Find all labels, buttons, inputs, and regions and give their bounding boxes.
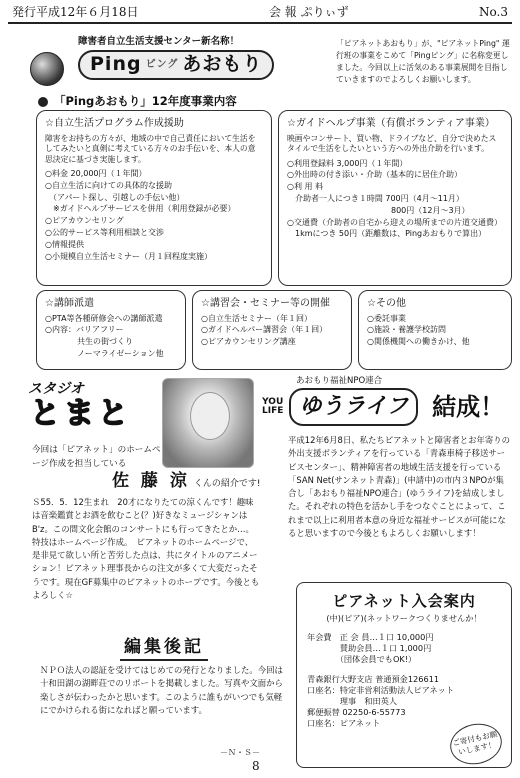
program-item: ○小規模自立生活セミナー（月１回程度実施） (45, 251, 212, 261)
seminar-item: ○ピアカウンセリング講座 (201, 337, 296, 347)
guide-item: ○外出時の付き添い・介助（基本的に居住介助） (287, 170, 462, 180)
yulife-small-bottom: LIFE (262, 405, 284, 416)
program-title: ☆自立生活プログラム作成援助 (45, 118, 184, 129)
dispatch-item: ○PTA等各種研修会への講師派遣 (45, 313, 163, 323)
yulife-body: 平成12年6月8日、私たちピアネットと障害者とお年寄りの外出支援ボランティアを行っている「青森車椅子移送サービスセンター」、精神障害者の地域生活支援を行っている「SAN Net(サンネット青森)」(申請中)の市内３NPOが集合し「あおもり福祉NPO連合」(ゆうライフ)を結成しました。それぞれの特色を活かし手をつなぐことによって、これまで以上に利用者本意の身近な福祉サービスが可能になると思いますので今後ともよろしくお願いします！ (288, 435, 510, 538)
other-item: ○関係機関への働きかけ、他 (367, 337, 470, 347)
other-box (358, 290, 512, 370)
plan-title: 「Pingあおもり」12年度事業内容 (54, 94, 237, 108)
studio-lead: 今回は「ピアネット」のホームページ作成を担当している (32, 445, 161, 469)
editor-sign: －Ｎ・Ｓ－ (220, 748, 260, 757)
masthead (8, 6, 512, 24)
studio-person (112, 470, 260, 493)
yulife-banner (262, 388, 504, 426)
intro-text: 「ピアネットあおもり」が、"ピアネットPing" 運行班の事業をこめて「Pingピング」に名称変更しました。今回以上に活気のある事業展開を目指していきますのでよろしくお願いします。 (336, 39, 510, 85)
membership-fee-line: 年会費 正 会 員…１口 10,000円 (307, 632, 434, 643)
person-name: 佐 藤 涼 (112, 471, 190, 491)
yulife-small-logo (262, 398, 283, 416)
guide-help-box (278, 110, 512, 286)
yulife-org-label: あおもり福祉NPO連合 (296, 376, 383, 386)
plan-heading (38, 94, 237, 110)
membership-fee-line: （団体会員でもOK!） (307, 654, 417, 665)
membership-title: ピアネット入会案内 (332, 592, 476, 610)
program-box (36, 110, 272, 286)
dispatch-item: ノーマライゼーション他 (45, 348, 164, 358)
studio-title: とまと (30, 396, 132, 431)
guide-desc: 映画やコンサート、買い物、ドライブなど、自分で決めたスタイルで生活をしたいという方への外出介助を行います。 (287, 133, 497, 154)
bank-line: 郵便振替 02250-6-55773 (307, 706, 406, 717)
center-name-banner (78, 50, 274, 80)
center-subtitle: 障害者自立生活支援センター新名称！ (78, 36, 240, 47)
yulife-small-top: YOU (262, 396, 284, 407)
program-item: ○ピアカウンセリング (45, 216, 124, 226)
yulife-title: 結成！ (432, 392, 505, 421)
profile-face-icon (190, 392, 230, 440)
seminar-item: ○ガイドヘルパー講習会（年１回） (201, 325, 328, 335)
other-item: ○委託事業 (367, 313, 406, 323)
program-item: （アパート探し、引越しの手伝い他） (45, 192, 185, 202)
guide-item: 介助者一人につき１時間 700円（4月〜11月） (287, 193, 464, 203)
guide-item: ○利用登録料 3,000円（１年間） (287, 158, 408, 168)
dispatch-box (36, 290, 186, 370)
bank-line: 口座名：ピアネット (307, 717, 381, 728)
seminar-item: ○自立生活セミナー（年１回） (201, 313, 312, 323)
dispatch-item: 共生の街づくり (45, 337, 133, 347)
seminar-title: ☆講習会・セミナー等の開催 (201, 298, 330, 309)
guide-item: 1kmにつき 50円（距離数は、Pingあおもりで算出） (287, 229, 487, 239)
newsletter-title: 会 報 ぷりぃず (268, 4, 349, 19)
program-item: ○料金 20,000円（１年間） (45, 169, 147, 179)
program-item: ○自立生活に向けての具体的な援助 (45, 180, 172, 190)
guide-item: 800円（12月〜3月） (287, 205, 470, 215)
studio-kicker: スタジオ (28, 381, 84, 397)
donation-stamp: ご寄付もお願いします！ (446, 719, 505, 769)
bank-line: 青森銀行大野支店 普通預金126611 (307, 673, 440, 684)
issue-number: No.3 (479, 4, 508, 19)
center-name-latin: Ping (90, 53, 142, 76)
membership-subtitle: (中)(ピア)(ネットワークつくりませんか！ (326, 613, 482, 624)
editor-body: ＮＰＯ法人の認証を受けてはじめての発行となりました。今回は十和田湖の湖畔荘でのリポートを掲載しました。写真や文面から楽しさが伝わったかと思います。このように誰もがいつでも気軽にでかけられる街になればと願っています。 (40, 665, 283, 715)
other-item: ○施設・養護学校訪問 (367, 325, 446, 335)
ping-logo-icon (30, 52, 64, 86)
bank-line: 理事 和田英人 (307, 695, 398, 706)
editor-title: 編集後記 (120, 636, 208, 661)
bullet-icon (38, 97, 48, 107)
yulife-name: ゆうライフ (289, 388, 418, 426)
program-item: ○公的サービス等利用相談と交渉 (45, 228, 164, 238)
program-item: ○情報提供 (45, 239, 84, 249)
guide-title: ☆ガイドヘルプ事業（有償ボランティア事業） (287, 118, 495, 129)
program-desc: 障害をお持ちの方々が、地域の中で自己責任において生活をしてみたいと真剣に考えている方々のお手伝いを、本人の意思決定に基づき実施します。 (45, 133, 256, 164)
bank-line: 口座名：特定非営利活動法人ピアネット (307, 684, 455, 695)
seminar-box (192, 290, 352, 370)
center-name-kana: あおもり (182, 53, 263, 76)
dispatch-title: ☆講師派遣 (45, 298, 94, 309)
studio-body: Ｓ55．5．12生まれ 20才になりたての涼くんです！趣味は音楽鑑賞とお酒を飲むこと(？)好きなミュージシャンはB'z。この間文化会館のコンサートにも行ってきたとか…。特技はホームページ作成。 ピアネットのホームページで、是非見て欲しい所と苦労した点は、共にタイトルのアニメーション！ピアネット理事長からの注文が多くて大変だったそうです。現在GF募集中のピアネットのホープです。今後ともよろしく☆ (32, 497, 260, 600)
issue-date: 発行平成12年６月18日 (12, 4, 139, 19)
page-number: 8 (252, 759, 260, 773)
person-suffix: くんの紹介です! (193, 479, 261, 489)
guide-item: ○交通費（介助者の自宅から迎えの場所までの片道交通費） (287, 217, 502, 227)
center-name-ruby: ピング (145, 59, 179, 71)
program-item: ※ガイドヘルプサービスを併用（利用登録が必要） (45, 204, 236, 214)
other-title: ☆その他 (367, 298, 406, 309)
dispatch-item: ○内容：バリアフリー (45, 325, 124, 335)
membership-fee-line: 賛助会員…１口 1,000円 (307, 643, 432, 654)
guide-item: ○利 用 料 (287, 182, 324, 192)
